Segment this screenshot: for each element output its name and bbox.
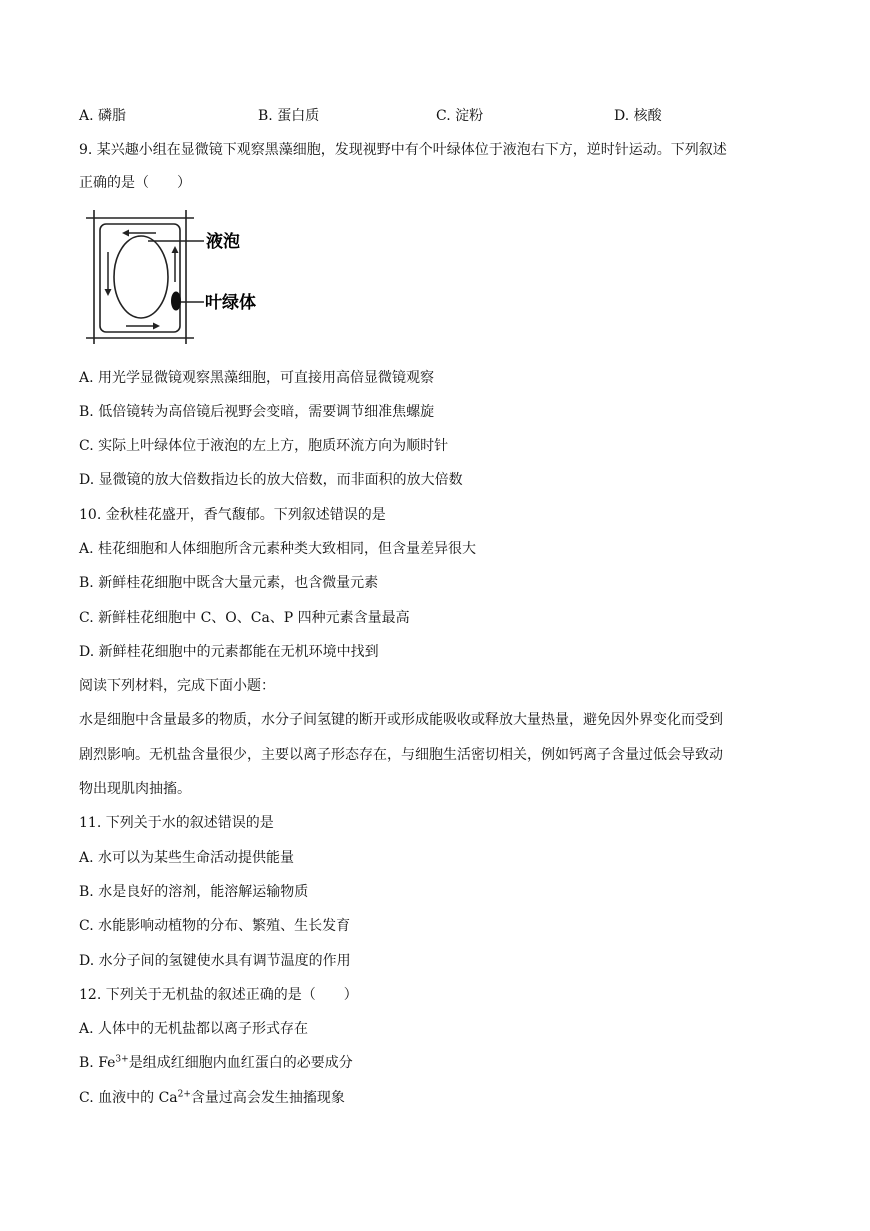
q12-option-c-sup: 2+: [177, 1089, 191, 1100]
q12-option-c-pre: C. 血液中的 Ca: [79, 1090, 178, 1106]
label-chloroplast: 叶绿体: [205, 293, 256, 313]
q12-option-c: [79, 1088, 345, 1108]
q9-option-c: C. 实际上叶绿体位于液泡的左上方，胞质环流方向为顺时针: [79, 438, 449, 454]
q11-option-d: D. 水分子间的氢键使水具有调节温度的作用: [79, 953, 351, 969]
q11-stem: 11. 下列关于水的叙述错误的是: [79, 815, 274, 831]
material-intro: 阅读下列材料，完成下面小题：: [79, 678, 275, 694]
q8-option-d: D. 核酸: [614, 108, 662, 124]
arrow-right-icon: [153, 323, 160, 330]
q12-option-b-post: 是组成红细胞内血红蛋白的必要成分: [128, 1055, 353, 1071]
q12-option-a: A. 人体中的无机盐都以离子形式存在: [79, 1021, 309, 1037]
label-vacuole: 液泡: [206, 232, 240, 252]
arrow-up-icon: [172, 246, 179, 253]
q12-option-c-post: 含量过高会发生抽搐现象: [190, 1090, 345, 1106]
q8-option-b: B. 蛋白质: [258, 108, 320, 124]
q11-option-a: A. 水可以为某些生命活动提供能量: [79, 850, 295, 866]
q9-stem-line1: 9. 某兴趣小组在显微镜下观察黑藻细胞，发现视野中有个叶绿体位于液泡右下方，逆时针运动。下列叙述: [79, 142, 727, 158]
arrow-down-icon: [105, 289, 112, 296]
q11-option-b: B. 水是良好的溶剂，能溶解运输物质: [79, 884, 309, 900]
q9-option-b: B. 低倍镜转为高倍镜后视野会变暗，需要调节细准焦螺旋: [79, 404, 435, 420]
cell-diagram: [86, 210, 276, 346]
q12-stem: 12. 下列关于无机盐的叙述正确的是（ ）: [79, 987, 358, 1003]
material-line1: 水是细胞中含量最多的物质，水分子间氢键的断开或形成能吸收或释放大量热量，避免因外界变化而受到: [79, 712, 723, 728]
q10-option-c: C. 新鲜桂花细胞中 C、O、Ca、P 四种元素含量最高: [79, 610, 410, 626]
q10-option-d: D. 新鲜桂花细胞中的元素都能在无机环境中找到: [79, 644, 379, 660]
vacuole-shape: [114, 236, 168, 318]
q9-option-d: D. 显微镜的放大倍数指边长的放大倍数，而非面积的放大倍数: [79, 472, 463, 488]
q10-stem: 10. 金秋桂花盛开，香气馥郁。下列叙述错误的是: [79, 507, 386, 523]
q9-stem-line2: 正确的是（ ）: [79, 175, 191, 191]
q8-option-a: A. 磷脂: [79, 108, 127, 124]
q10-option-a: A. 桂花细胞和人体细胞所含元素种类大致相同，但含量差异很大: [79, 541, 477, 557]
material-line2: 剧烈影响。无机盐含量很少，主要以离子形态存在，与细胞生活密切相关，例如钙离子含量过低会导致动: [79, 747, 723, 763]
chloroplast-shape: [172, 292, 181, 310]
q8-option-c: C. 淀粉: [436, 108, 484, 124]
material-line3: 物出现肌肉抽搐。: [79, 781, 191, 797]
q12-option-b-pre: B. Fe: [79, 1055, 116, 1071]
q9-option-a: A. 用光学显微镜观察黑藻细胞，可直接用高倍显微镜观察: [79, 370, 435, 386]
q12-option-b: [79, 1053, 353, 1073]
q11-option-c: C. 水能影响动植物的分布、繁殖、生长发育: [79, 918, 351, 934]
q10-option-b: B. 新鲜桂花细胞中既含大量元素，也含微量元素: [79, 575, 379, 591]
arrow-top-left-icon: [122, 230, 129, 237]
q12-option-b-sup: 3+: [115, 1054, 129, 1065]
